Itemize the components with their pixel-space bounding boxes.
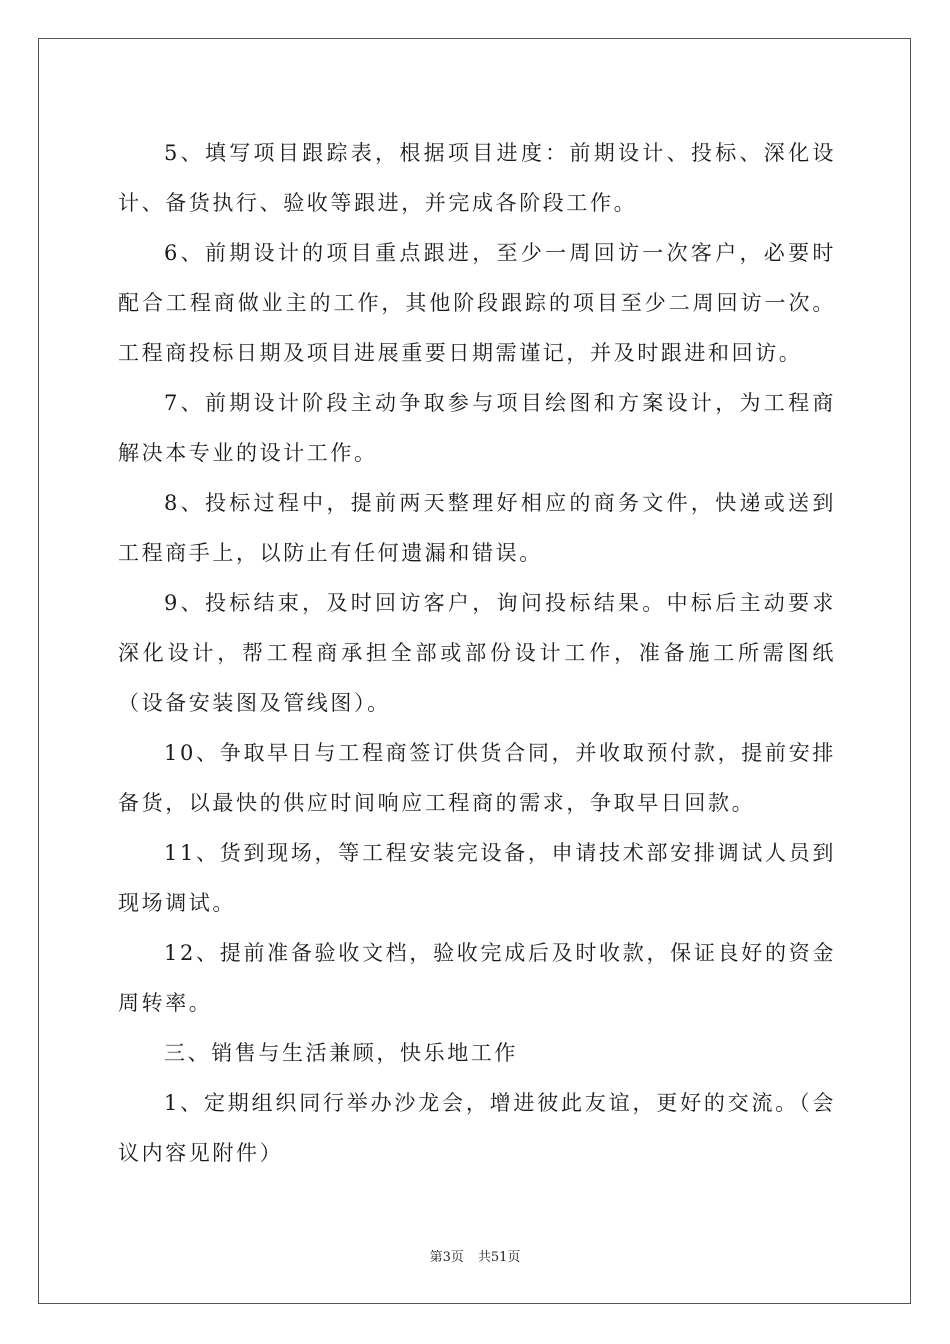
paragraph-item-6: 6、前期设计的项目重点跟进，至少一周回访一次客户，必要时配合工程商做业主的工作，其他阶段跟踪的项目至少二周回访一次。工程商投标日期及项目进展重要日期需谨记，并及时跟进和回访。 <box>118 241 836 365</box>
paragraph-item-9: 9、投标结束，及时回访客户，询问投标结果。中标后主动要求深化设计，帮工程商承担全部或部份设计工作，准备施工所需图纸（设备安装图及管线图）。 <box>118 591 836 715</box>
page-total: 共51页 <box>477 1250 521 1265</box>
paragraph-item-1: 1、定期组织同行举办沙龙会，增进彼此友谊，更好的交流。（会议内容见附件） <box>118 1091 836 1165</box>
page-footer <box>0 1246 950 1265</box>
page-number: 第3页 <box>429 1250 464 1265</box>
paragraph-item-11: 11、货到现场，等工程安装完设备，申请技术部安排调试人员到现场调试。 <box>118 841 836 915</box>
paragraph-item-12: 12、提前准备验收文档，验收完成后及时收款，保证良好的资金周转率。 <box>118 941 836 1015</box>
paragraph-item-8: 8、投标过程中，提前两天整理好相应的商务文件，快递或送到工程商手上，以防止有任何遗漏和错误。 <box>118 491 836 565</box>
paragraph-item-10: 10、争取早日与工程商签订供货合同，并收取预付款，提前安排备货，以最快的供应时间响应工程商的需求，争取早日回款。 <box>118 741 836 815</box>
section-heading: 三、销售与生活兼顾，快乐地工作 <box>164 1041 518 1065</box>
document-body <box>118 128 836 1178</box>
paragraph-item-5: 5、填写项目跟踪表，根据项目进度：前期设计、投标、深化设计、备货执行、验收等跟进，并完成各阶段工作。 <box>118 141 836 215</box>
paragraph-item-7: 7、前期设计阶段主动争取参与项目绘图和方案设计，为工程商解决本专业的设计工作。 <box>118 391 836 465</box>
